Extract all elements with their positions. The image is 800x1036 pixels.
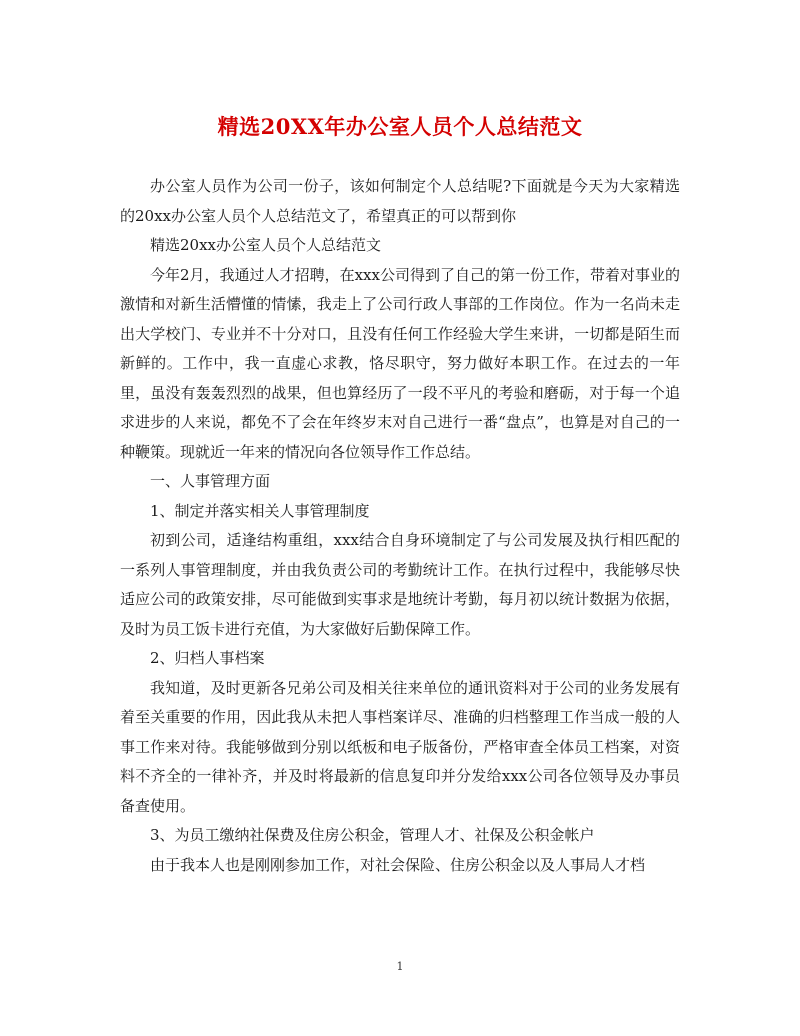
section-heading: 一、人事管理方面 (150, 472, 271, 490)
body-paragraph: 我知道，及时更新各兄弟公司及相关往来单位的通讯资料对于公司的业务发展有着至关重要的作用，因此我从未把人事档案详尽、准确的归档整理工作当成一般的人事工作来对待。我能够做到分别以纸板和电子版备份，严格审查全体员工档案，对资料不齐全的一律补齐，并及时将最新的信息复印并分发给xxx公司各位领导及办事员备查使用。 (120, 678, 680, 815)
body-paragraph: 由于我本人也是刚刚参加工作，对社会保险、住房公积金以及人事局人才档 (150, 855, 646, 874)
intro-paragraph: 办公室人员作为公司一份子，该如何制定个人总结呢?下面就是今天为大家精选的20xx办公室人员个人总结范文了，希望真正的可以帮到你 (120, 177, 680, 225)
document-title: 精选20XX年办公室人员个人总结范文 (217, 114, 583, 139)
document-body (120, 172, 680, 880)
page-number: 1 (396, 960, 404, 973)
body-paragraph: 初到公司，适逢结构重组，xxx结合自身环境制定了与公司发展及执行相匹配的一系列人事管理制度，并由我负责公司的考勤统计工作。在执行过程中，我能够尽快适应公司的政策安排，尽可能做到实事求是地统计考勤，每月初以统计数据为依据，及时为员工饭卡进行充值，为大家做好后勤保障工作。 (120, 531, 680, 638)
subsection-heading: 2、归档人事档案 (150, 649, 265, 667)
subsection-heading: 3、为员工缴纳社保费及住房公积金，管理人才、社保及公积金帐户 (150, 826, 595, 844)
body-paragraph: 今年2月，我通过人才招聘，在xxx公司得到了自己的第一份工作，带着对事业的激情和对新生活懵懂的情愫，我走上了公司行政人事部的工作岗位。作为一名尚未走出大学校门、专业并不十分对口，且没有任何工作经验大学生来讲，一切都是陌生而新鲜的。工作中，我一直虚心求教，恪尽职守，努力做好本职工作。在过去的一年里，虽没有轰轰烈烈的战果，但也算经历了一段不平凡的考验和磨砺，对于每一个追求进步的人来说，都免不了会在年终岁末对自己进行一番“盘点”，也算是对自己的一种鞭策。现就近一年来的情况向各位领导作工作总结。 (120, 265, 680, 461)
subsection-heading: 1、制定并落实相关人事管理制度 (150, 501, 370, 520)
subtitle-paragraph: 精选20xx办公室人员个人总结范文 (150, 236, 382, 254)
